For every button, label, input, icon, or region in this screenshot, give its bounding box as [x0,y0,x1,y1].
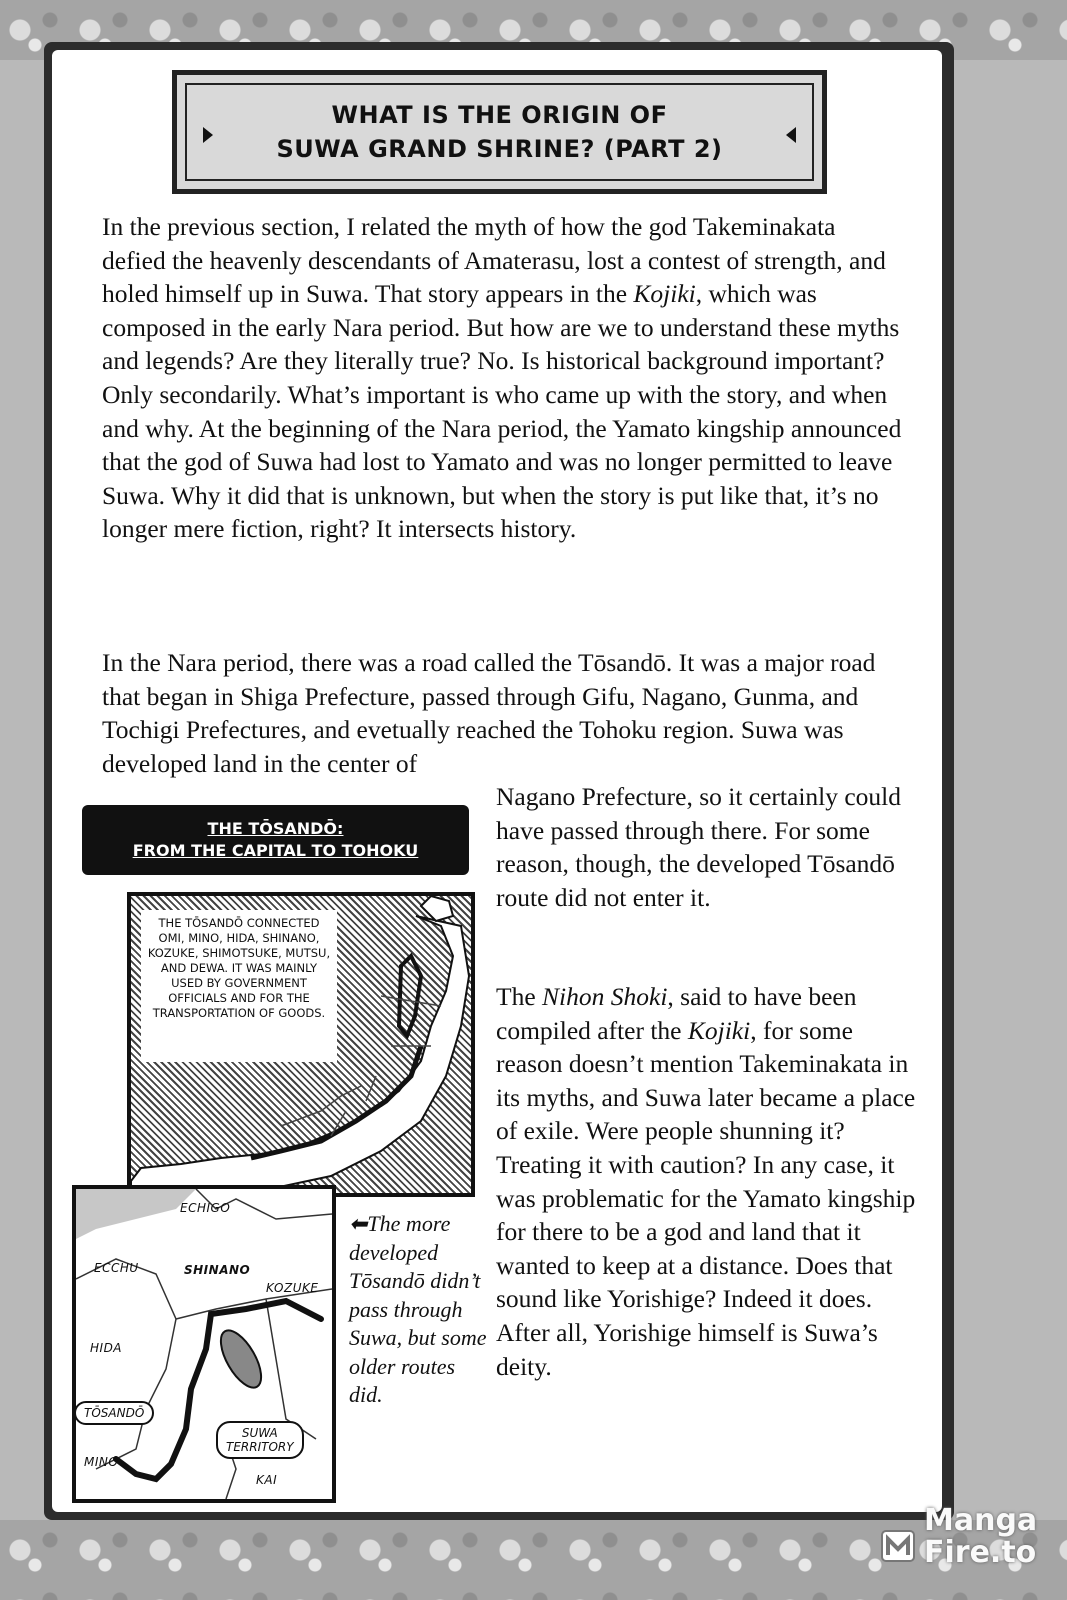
watermark-line-1: Manga [924,1503,1038,1538]
callout-suwa-territory [216,1421,304,1459]
kojiki-title: Kojiki [633,279,696,309]
nihon-shoki-title: Nihon Shoki [542,982,668,1011]
suwa-detail-map [72,1185,336,1503]
region-ecchu: ECCHU [94,1261,139,1275]
map-heading-line-2: FROM THE CAPITAL TO TOHOKU [132,841,419,860]
kojiki-title-2: Kojiki [687,1015,751,1045]
callout-suwa-line-2: TERRITORY [226,1440,294,1454]
paragraph-1-start: In the previous section, I related the myth of how the god Takeminakata defied the heavenly descendants of Amaterasu, lost a contest of strength, and holed himself up in Suwa. That story appears in the [102,212,886,309]
paragraph-3 [496,980,916,1383]
region-shinano: SHINANO [184,1263,251,1277]
triangle-right-icon [203,127,213,143]
suwa-territory-shape [213,1324,269,1393]
callout-tosando: TŌSANDŌ [74,1401,154,1425]
page-title [240,98,760,166]
border-east [266,1299,316,1439]
paragraph-2: In the Nara period, there was a road called the Tōsandō. It was a major road that began in Shiga Prefecture, passed through Gifu, Nagano, Gunma, and Tochigi Prefectures, and evetually reached the Tohoku region. Suwa was developed land in the center of [102,648,876,778]
paragraph-1 [102,210,902,546]
paragraph-2-column: Nagano Prefecture, so it certainly could have passed through there. For some reason, though, the developed Tōsandō route did not enter it. [496,782,902,912]
map-heading-line-1: THE TŌSANDŌ: [207,819,344,838]
watermark-line-2: Fire.to [924,1535,1037,1570]
paragraph-1-end: , which was composed in the early Nara period. But how are we to understand these myths and legends? Are they literally true? No. Is historical background important? Only secondarily. What’s important is who came up with the story, and when and why. At the beginning of the Nara period, the Yamato kingship announced that the god of Suwa had lost to Yamato and was no longer permitted to leave Suwa. Why it did that is unknown, but when the story is put like that, it’s no longer mere fiction, right? It intersects history. [102,279,902,544]
map-heading-text [133,818,418,862]
triangle-left-icon [786,127,796,143]
region-hida: HIDA [90,1341,123,1355]
map-heading [82,805,469,875]
border-west [76,1259,176,1469]
watermark [878,1505,1038,1575]
page-content [52,50,942,1512]
watermark-logo-icon [878,1525,918,1565]
tosando-route-north [399,956,421,1036]
map-caption: ⬅The more developed Tōsandō didn’t pass through Suwa, but some older routes did. [349,1211,487,1407]
title-banner [172,70,827,194]
region-echigo: ECHIGO [180,1201,231,1215]
title-line-2: SUWA GRAND SHRINE? (PART 2) [276,135,723,163]
title-line-1: WHAT IS THE ORIGIN OF [331,101,668,129]
region-kozuke: KOZUKE [266,1281,319,1295]
sea-hatch [76,1189,196,1239]
region-mino: MINO [84,1455,119,1469]
paragraph-3-rest: , for some reason doesn’t mention Takeminakata in its myths, and Suwa later became a place of exile. Were people shunning it? Treating it with caution? In any case, it was problematic for the Yamato kingship for there to be a god and land that it wanted to keep at a distance. Does that sound like Yorishige? Indeed it does. After all, Yorishige himself is Suwa’s deity. [496,1015,916,1381]
map-note: THE TŌSANDŌ CONNECTED OMI, MINO, HIDA, SHINANO, KOZUKE, SHIMOTSUKE, MUTSU, AND DEWA. IT WAS MAINLY USED BY GOVERNMENT OFFICIALS AND FOR THE TRANSPORTATION OF GOODS. [141,910,337,1062]
paragraph-3-mid: , said to have been compiled after the [496,982,857,1045]
paragraph-3-the: The [496,982,543,1011]
province-borders [281,1086,361,1126]
region-kai: KAI [256,1473,278,1487]
callout-suwa-line-1: SUWA [241,1426,278,1440]
japan-map [127,892,475,1197]
